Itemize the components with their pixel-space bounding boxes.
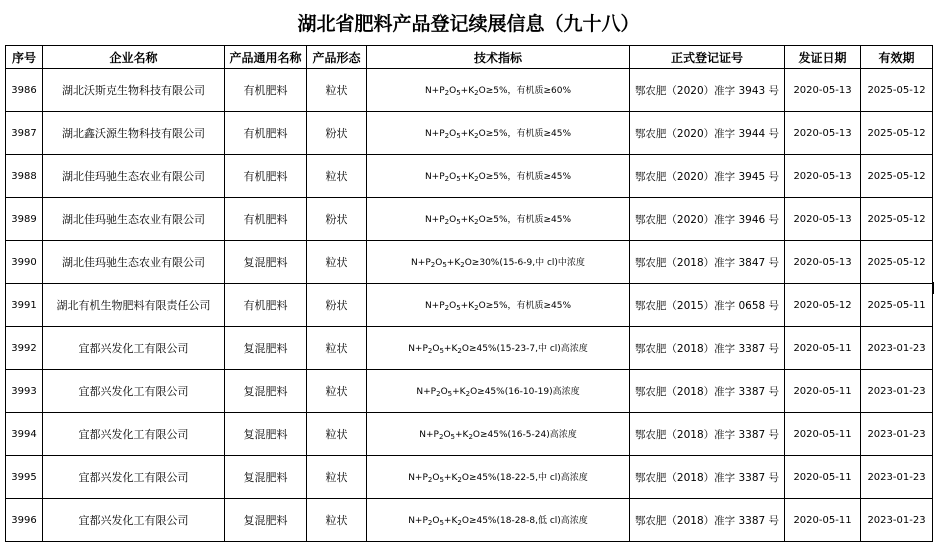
row-valid-until: 2025-05-12 bbox=[861, 112, 933, 155]
row-product-name: 有机肥料 bbox=[225, 112, 307, 155]
row-registration-number: 鄂农肥（2018）准字 3387 号 bbox=[630, 327, 785, 370]
row-issue-date: 2020-05-13 bbox=[785, 155, 861, 198]
row-valid-until: 2023-01-23 bbox=[861, 370, 933, 413]
row-valid-until: 2025-05-12 bbox=[861, 69, 933, 112]
row-registration-number: 鄂农肥（2015）准字 0658 号 bbox=[630, 284, 785, 327]
row-product-name: 有机肥料 bbox=[225, 69, 307, 112]
row-company: 湖北有机生物肥料有限责任公司 bbox=[43, 284, 225, 327]
table-row bbox=[6, 413, 933, 456]
row-issue-date: 2020-05-11 bbox=[785, 413, 861, 456]
row-registration-number: 鄂农肥（2018）准字 3387 号 bbox=[630, 370, 785, 413]
table-header-row bbox=[6, 46, 933, 69]
row-registration-number: 鄂农肥（2020）准字 3943 号 bbox=[630, 69, 785, 112]
row-product-form: 粒状 bbox=[307, 413, 367, 456]
row-valid-until: 2025-05-12 bbox=[861, 241, 933, 284]
spec-value: ≥5%，有机质≥45% bbox=[485, 301, 572, 311]
spec-value: ≥45%(16-10-19)高浓度 bbox=[477, 387, 580, 397]
table-row bbox=[6, 284, 933, 327]
row-company: 湖北佳玛驰生态农业有限公司 bbox=[43, 241, 225, 284]
row-valid-until: 2023-01-23 bbox=[861, 413, 933, 456]
row-product-form: 粒状 bbox=[307, 241, 367, 284]
page-title: 湖北省肥料产品登记续展信息（九十八） bbox=[297, 13, 640, 35]
spec-value: ≥45%(16-5-24)高浓度 bbox=[480, 430, 577, 440]
spec-value: ≥45%(15-23-7,中 cl)高浓度 bbox=[468, 344, 588, 354]
row-index: 3993 bbox=[6, 370, 43, 413]
row-index: 3988 bbox=[6, 155, 43, 198]
row-product-form: 粉状 bbox=[307, 284, 367, 327]
row-issue-date: 2020-05-13 bbox=[785, 69, 861, 112]
row-technical-spec: $N+P_2O_5+K_2O\ge 5\%$，有机质≥45% bbox=[367, 198, 630, 241]
row-product-name: 有机肥料 bbox=[225, 284, 307, 327]
table-row bbox=[6, 112, 933, 155]
row-product-form: 粉状 bbox=[307, 198, 367, 241]
column-header-index: 序号 bbox=[6, 46, 43, 69]
row-product-form: 粒状 bbox=[307, 499, 367, 542]
table-row bbox=[6, 327, 933, 370]
row-issue-date: 2020-05-13 bbox=[785, 112, 861, 155]
row-registration-number: 鄂农肥（2018）准字 3387 号 bbox=[630, 456, 785, 499]
row-registration-number: 鄂农肥（2018）准字 3847 号 bbox=[630, 241, 785, 284]
row-product-name: 复混肥料 bbox=[225, 327, 307, 370]
row-product-name: 有机肥料 bbox=[225, 198, 307, 241]
row-index: 3991 bbox=[6, 284, 43, 327]
table-row bbox=[6, 456, 933, 499]
row-registration-number: 鄂农肥（2018）准字 3387 号 bbox=[630, 413, 785, 456]
row-valid-until: 2025-05-12 bbox=[861, 155, 933, 198]
row-issue-date: 2020-05-13 bbox=[785, 198, 861, 241]
row-technical-spec: $N+P_2O_5+K_2O\ge 5\%$，有机质≥60% bbox=[367, 69, 630, 112]
row-product-name: 复混肥料 bbox=[225, 499, 307, 542]
row-technical-spec: $N+P_2O_5+K_2O\ge 45\%(16-5-24)$高浓度 bbox=[367, 413, 630, 456]
row-issue-date: 2020-05-11 bbox=[785, 499, 861, 542]
row-product-form: 粒状 bbox=[307, 155, 367, 198]
table-row bbox=[6, 241, 933, 284]
row-registration-number: 鄂农肥（2020）准字 3944 号 bbox=[630, 112, 785, 155]
row-technical-spec: $N+P_2O_5+K_2O\ge 45\%(16-10-19)$高浓度 bbox=[367, 370, 630, 413]
row-valid-until: 2023-01-23 bbox=[861, 327, 933, 370]
row-issue-date: 2020-05-11 bbox=[785, 456, 861, 499]
column-header-issue-date: 发证日期 bbox=[785, 46, 861, 69]
edge-mark bbox=[932, 282, 934, 294]
row-valid-until: 2025-05-12 bbox=[861, 198, 933, 241]
row-valid-until: 2023-01-23 bbox=[861, 456, 933, 499]
row-company: 宜都兴发化工有限公司 bbox=[43, 327, 225, 370]
row-company: 湖北沃斯克生物科技有限公司 bbox=[43, 69, 225, 112]
column-header-product-form: 产品形态 bbox=[307, 46, 367, 69]
row-product-form: 粒状 bbox=[307, 456, 367, 499]
row-valid-until: 2023-01-23 bbox=[861, 499, 933, 542]
spec-value: ≥30%(15-6-9,中 cl)中浓度 bbox=[471, 258, 585, 268]
row-company: 宜都兴发化工有限公司 bbox=[43, 370, 225, 413]
row-registration-number: 鄂农肥（2020）准字 3945 号 bbox=[630, 155, 785, 198]
table-row bbox=[6, 69, 933, 112]
spec-value: ≥45%(18-22-5,中 cl)高浓度 bbox=[468, 473, 588, 483]
fertilizer-registration-table bbox=[5, 45, 933, 542]
row-company: 宜都兴发化工有限公司 bbox=[43, 499, 225, 542]
row-index: 3996 bbox=[6, 499, 43, 542]
row-company: 宜都兴发化工有限公司 bbox=[43, 456, 225, 499]
column-header-product-name: 产品通用名称 bbox=[225, 46, 307, 69]
row-product-form: 粒状 bbox=[307, 370, 367, 413]
row-index: 3992 bbox=[6, 327, 43, 370]
row-valid-until: 2025-05-11 bbox=[861, 284, 933, 327]
row-index: 3990 bbox=[6, 241, 43, 284]
row-technical-spec: $N+P_2O_5+K_2O\ge 45\%(18-22-5$,中 cl)高浓度 bbox=[367, 456, 630, 499]
column-header-registration-number: 正式登记证号 bbox=[630, 46, 785, 69]
table-row bbox=[6, 499, 933, 542]
row-company: 湖北佳玛驰生态农业有限公司 bbox=[43, 155, 225, 198]
row-product-name: 复混肥料 bbox=[225, 456, 307, 499]
row-registration-number: 鄂农肥（2018）准字 3387 号 bbox=[630, 499, 785, 542]
row-index: 3989 bbox=[6, 198, 43, 241]
row-technical-spec: $N+P_2O_5+K_2O\ge 30\%(15-6-9$,中 cl)中浓度 bbox=[367, 241, 630, 284]
row-product-name: 复混肥料 bbox=[225, 370, 307, 413]
row-product-form: 粒状 bbox=[307, 69, 367, 112]
table-row bbox=[6, 370, 933, 413]
row-product-name: 复混肥料 bbox=[225, 413, 307, 456]
row-product-name: 有机肥料 bbox=[225, 155, 307, 198]
row-index: 3986 bbox=[6, 69, 43, 112]
row-company: 湖北鑫沃源生物科技有限公司 bbox=[43, 112, 225, 155]
row-product-form: 粉状 bbox=[307, 112, 367, 155]
spec-value: ≥5%，有机质≥45% bbox=[485, 215, 572, 225]
row-issue-date: 2020-05-11 bbox=[785, 370, 861, 413]
row-technical-spec: $N+P_2O_5+K_2O\ge 45\%(18-28-8$,低 cl)高浓度 bbox=[367, 499, 630, 542]
column-header-company: 企业名称 bbox=[43, 46, 225, 69]
spec-value: ≥45%(18-28-8,低 cl)高浓度 bbox=[468, 516, 588, 526]
row-issue-date: 2020-05-11 bbox=[785, 327, 861, 370]
table-row bbox=[6, 198, 933, 241]
row-technical-spec: $N+P_2O_5+K_2O\ge 5\%$，有机质≥45% bbox=[367, 284, 630, 327]
row-index: 3995 bbox=[6, 456, 43, 499]
spec-value: ≥5%，有机质≥45% bbox=[485, 172, 572, 182]
row-product-form: 粒状 bbox=[307, 327, 367, 370]
row-product-name: 复混肥料 bbox=[225, 241, 307, 284]
spec-value: ≥5%，有机质≥60% bbox=[485, 86, 572, 96]
row-company: 宜都兴发化工有限公司 bbox=[43, 413, 225, 456]
column-header-technical-spec: 技术指标 bbox=[367, 46, 630, 69]
row-company: 湖北佳玛驰生态农业有限公司 bbox=[43, 198, 225, 241]
spec-value: ≥5%，有机质≥45% bbox=[485, 129, 572, 139]
row-index: 3987 bbox=[6, 112, 43, 155]
row-issue-date: 2020-05-12 bbox=[785, 284, 861, 327]
row-technical-spec: $N+P_2O_5+K_2O\ge 5\%$，有机质≥45% bbox=[367, 155, 630, 198]
row-registration-number: 鄂农肥（2020）准字 3946 号 bbox=[630, 198, 785, 241]
row-index: 3994 bbox=[6, 413, 43, 456]
row-technical-spec: $N+P_2O_5+K_2O\ge 5\%$，有机质≥45% bbox=[367, 112, 630, 155]
table-row bbox=[6, 155, 933, 198]
row-technical-spec: $N+P_2O_5+K_2O\ge 45\%(15-23-7$,中 cl)高浓度 bbox=[367, 327, 630, 370]
row-issue-date: 2020-05-13 bbox=[785, 241, 861, 284]
column-header-valid-until: 有效期 bbox=[861, 46, 933, 69]
